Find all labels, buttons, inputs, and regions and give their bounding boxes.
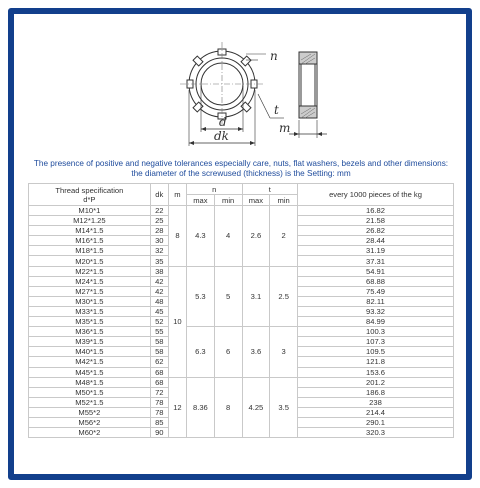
page-frame — [8, 8, 472, 480]
cell-dk: 30 — [150, 236, 168, 246]
cell-weight: 186.8 — [298, 387, 454, 397]
table-row — [29, 266, 454, 276]
cell-weight: 153.6 — [298, 367, 454, 377]
label-n: n — [270, 49, 278, 63]
cell-weight: 214.4 — [298, 407, 454, 417]
cell-n-max: 4.3 — [187, 206, 215, 267]
header-t-min: min — [270, 195, 298, 206]
cell-dk: 52 — [150, 317, 168, 327]
cell-thread: M16*1.5 — [29, 236, 151, 246]
header-n: n — [187, 184, 243, 195]
spec-table-body — [29, 206, 454, 438]
cell-thread: M40*1.5 — [29, 347, 151, 357]
cell-dk: 25 — [150, 216, 168, 226]
cell-weight: 54.91 — [298, 266, 454, 276]
cell-thread: M60*2 — [29, 428, 151, 438]
label-m: m — [279, 121, 291, 135]
cell-t-min: 2 — [270, 206, 298, 267]
cell-thread: M24*1.5 — [29, 276, 151, 286]
cell-dk: 55 — [150, 327, 168, 337]
label-d: d — [219, 115, 227, 129]
cell-n-min: 5 — [214, 266, 242, 327]
cell-t-max: 2.6 — [242, 206, 270, 267]
cell-thread: M52*1.5 — [29, 397, 151, 407]
cell-thread: M30*1.5 — [29, 296, 151, 306]
table-row — [29, 327, 454, 337]
cell-dk: 68 — [150, 367, 168, 377]
cell-m: 12 — [168, 377, 186, 438]
cell-thread: M18*1.5 — [29, 246, 151, 256]
caption-text: The presence of positive and negative tolerances especially care, nuts, flat washers, bezels and other dimensions: the diameter of the screwused (thickness) is the Setting: mm — [33, 159, 449, 178]
cell-dk: 72 — [150, 387, 168, 397]
label-dk: dk — [214, 129, 229, 143]
cell-weight: 100.3 — [298, 327, 454, 337]
cell-weight: 93.32 — [298, 306, 454, 316]
cell-t-max: 4.25 — [242, 377, 270, 438]
cell-t-min: 2.5 — [270, 266, 298, 327]
cell-dk: 62 — [150, 357, 168, 367]
cell-dk: 68 — [150, 377, 168, 387]
cell-thread: M55*2 — [29, 407, 151, 417]
cell-n-min: 8 — [214, 377, 242, 438]
cell-thread: M39*1.5 — [29, 337, 151, 347]
cell-n-max: 6.3 — [187, 327, 215, 377]
cell-dk: 45 — [150, 306, 168, 316]
cell-thread: M27*1.5 — [29, 286, 151, 296]
cell-dk: 42 — [150, 286, 168, 296]
cell-dk: 48 — [150, 296, 168, 306]
cell-weight: 82.11 — [298, 296, 454, 306]
cell-t-min: 3.5 — [270, 377, 298, 438]
spec-table — [28, 183, 454, 438]
cell-weight: 320.3 — [298, 428, 454, 438]
cell-n-max: 5.3 — [187, 266, 215, 327]
cell-weight: 21.58 — [298, 216, 454, 226]
cell-t-max: 3.1 — [242, 266, 270, 327]
header-dk: dk — [150, 184, 168, 206]
cell-dk: 90 — [150, 428, 168, 438]
cell-thread: M56*2 — [29, 417, 151, 427]
cell-dk: 22 — [150, 206, 168, 216]
cell-weight: 31.19 — [298, 246, 454, 256]
cell-thread: M50*1.5 — [29, 387, 151, 397]
cell-weight: 75.49 — [298, 286, 454, 296]
cell-m: 8 — [168, 206, 186, 267]
header-thread: Thread specification d*P — [29, 184, 151, 206]
cell-n-max: 8.36 — [187, 377, 215, 438]
cell-thread: M33*1.5 — [29, 306, 151, 316]
cell-dk: 58 — [150, 347, 168, 357]
center-lines — [180, 42, 264, 126]
cell-weight: 109.5 — [298, 347, 454, 357]
cell-dk: 38 — [150, 266, 168, 276]
cell-thread: M42*1.5 — [29, 357, 151, 367]
cell-thread: M36*1.5 — [29, 327, 151, 337]
cell-thread: M12*1.25 — [29, 216, 151, 226]
cell-dk: 42 — [150, 276, 168, 286]
cell-weight: 68.88 — [298, 276, 454, 286]
header-t-max: max — [242, 195, 270, 206]
cell-thread: M20*1.5 — [29, 256, 151, 266]
cell-weight: 201.2 — [298, 377, 454, 387]
cell-dk: 28 — [150, 226, 168, 236]
label-t: t — [274, 103, 279, 117]
cell-weight: 107.3 — [298, 337, 454, 347]
cell-t-max: 3.6 — [242, 327, 270, 377]
cell-thread: M10*1 — [29, 206, 151, 216]
header-n-min: min — [214, 195, 242, 206]
cell-thread: M45*1.5 — [29, 367, 151, 377]
table-row — [29, 206, 454, 216]
nut-side-view — [299, 52, 317, 118]
cell-dk: 85 — [150, 417, 168, 427]
cell-t-min: 3 — [270, 327, 298, 377]
cell-weight: 84.99 — [298, 317, 454, 327]
cell-weight: 121.8 — [298, 357, 454, 367]
cell-dk: 35 — [150, 256, 168, 266]
cell-thread: M48*1.5 — [29, 377, 151, 387]
header-n-max: max — [187, 195, 215, 206]
cell-weight: 26.82 — [298, 226, 454, 236]
cell-n-min: 6 — [214, 327, 242, 377]
cell-dk: 78 — [150, 397, 168, 407]
cell-m: 10 — [168, 266, 186, 377]
cell-weight: 290.1 — [298, 417, 454, 427]
cell-thread: M22*1.5 — [29, 266, 151, 276]
technical-drawing — [14, 14, 466, 164]
cell-thread: M14*1.5 — [29, 226, 151, 236]
cell-weight: 238 — [298, 397, 454, 407]
header-weight: every 1000 pieces of the kg — [298, 184, 454, 206]
header-m: m — [168, 184, 186, 206]
cell-thread: M35*1.5 — [29, 317, 151, 327]
cell-dk: 78 — [150, 407, 168, 417]
cell-weight: 16.82 — [298, 206, 454, 216]
cell-dk: 58 — [150, 337, 168, 347]
table-row — [29, 377, 454, 387]
cell-n-min: 4 — [214, 206, 242, 267]
header-t: t — [242, 184, 298, 195]
cell-dk: 32 — [150, 246, 168, 256]
cell-weight: 37.31 — [298, 256, 454, 266]
cell-weight: 28.44 — [298, 236, 454, 246]
